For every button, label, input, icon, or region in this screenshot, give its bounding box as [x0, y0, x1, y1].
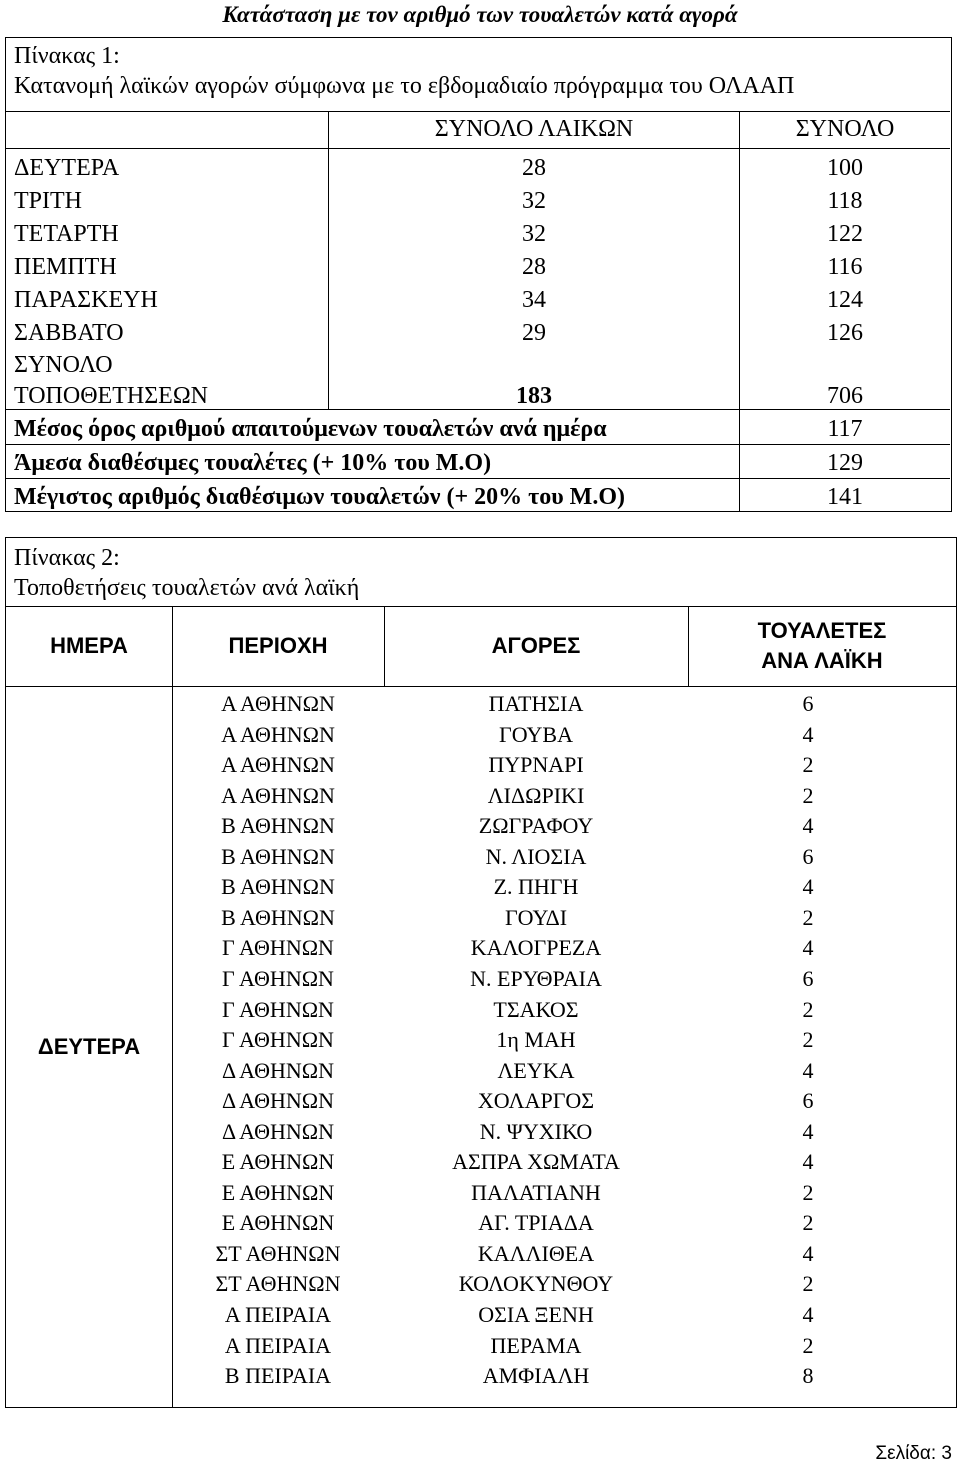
- table-row: [172, 1025, 956, 1056]
- market-cell: ΛΙΔΩΡΙΚΙ: [487, 782, 585, 808]
- table-1-day-label: ΣΑΒΒΑΤΟ: [14, 320, 124, 346]
- market-cell: Ν. ΛΙΟΣΙΑ: [485, 843, 587, 869]
- toilets-cell: 2: [802, 1179, 814, 1205]
- market-cell: Ν. ΕΡΥΘΡΑΙΑ: [470, 965, 602, 991]
- toilets-cell: 2: [802, 752, 814, 778]
- market-cell: ΑΓ. ΤΡΙΑΔΑ: [478, 1210, 594, 1236]
- document-title: Κατάσταση με τον αριθμό των τουαλετών κατά αγορά: [222, 2, 738, 27]
- table-1-day-label: ΔΕΥΤΕΡΑ: [14, 155, 120, 181]
- toilets-cell: 8: [802, 1363, 814, 1389]
- market-cell: ΖΩΓΡΑΦΟΥ: [478, 813, 594, 839]
- page-number: Σελίδα: 3: [875, 1443, 952, 1464]
- table-row: [172, 1086, 956, 1117]
- table-2-heading: Πίνακας 2:: [14, 545, 120, 571]
- toilets-cell: 2: [802, 1271, 814, 1297]
- toilets-cell: 6: [802, 965, 814, 991]
- area-cell: Α ΠΕΙΡΑΙΑ: [224, 1302, 332, 1327]
- table-1-day-label: ΤΡΙΤΗ: [14, 188, 82, 214]
- table-row: [172, 1300, 956, 1331]
- table-1-markets-value: 32: [522, 221, 546, 247]
- toilets-cell: 4: [802, 813, 814, 839]
- table-1-total-value: 116: [827, 254, 863, 280]
- area-cell: Δ ΑΘΗΝΩΝ: [221, 1088, 335, 1114]
- market-cell: ΠΑΤΗΣΙΑ: [488, 691, 584, 716]
- table-1-total-value: 100: [827, 155, 863, 181]
- table-1-summary-value: 129: [827, 450, 863, 476]
- table-row: [172, 1208, 956, 1239]
- toilets-cell: 4: [802, 1149, 814, 1175]
- toilets-cell: 2: [802, 1210, 814, 1236]
- table-2-header-markets: ΑΓΟΡΕΣ: [491, 633, 581, 658]
- area-cell: Ε ΑΘΗΝΩΝ: [221, 1179, 335, 1205]
- table-1-markets-value: 29: [522, 320, 546, 346]
- table-1-summary-label: Άμεσα διαθέσιμες τουαλέτες (+ 10% του Μ.Ο): [14, 450, 492, 476]
- market-cell: ΠΑΛΑΤΙΑΝΗ: [471, 1179, 601, 1205]
- market-cell: ΓΟΥΔΙ: [504, 904, 568, 930]
- table-row: [172, 995, 956, 1026]
- table-2-caption: Τοποθετήσεις τουαλετών ανά λαϊκή: [14, 575, 360, 601]
- area-cell: ΣΤ ΑΘΗΝΩΝ: [215, 1240, 341, 1266]
- table-1-total-label: ΣΥΝΟΛΟ: [14, 352, 113, 378]
- market-cell: ΠΕΡΑΜΑ: [490, 1332, 582, 1358]
- area-cell: Ε ΑΘΗΝΩΝ: [221, 1149, 335, 1175]
- toilets-cell: 4: [802, 1057, 814, 1083]
- table-1-total-markets: 183: [516, 383, 552, 409]
- toilets-cell: 4: [802, 1240, 814, 1266]
- table-1-day-label: ΤΕΤΑΡΤΗ: [14, 221, 119, 247]
- area-cell: Γ ΑΘΗΝΩΝ: [222, 996, 334, 1022]
- table-2-header-toilets-line: ΑΝΑ ΛΑΪΚΗ: [761, 648, 883, 673]
- table-1-markets-value: 28: [522, 254, 546, 280]
- market-cell: ΧΟΛΑΡΓΟΣ: [477, 1088, 595, 1114]
- table-1: [5, 37, 952, 512]
- market-cell: ΛΕΥΚΑ: [497, 1057, 575, 1083]
- table-1-markets-value: 32: [522, 188, 546, 214]
- toilets-cell: 2: [802, 1332, 814, 1358]
- table-2-header-area: ΠΕΡΙΟΧΗ: [228, 633, 328, 658]
- table-1-total-value: 118: [827, 188, 863, 214]
- table-row: [172, 1239, 956, 1270]
- market-cell: ΤΣΑΚΟΣ: [493, 996, 579, 1022]
- table-1-summary-value: 141: [827, 484, 863, 510]
- market-cell: ΚΑΛΛΙΘΕΑ: [477, 1240, 595, 1266]
- table-row: [172, 842, 956, 873]
- table-2-header-toilets-line: ΤΟΥΑΛΕΤΕΣ: [757, 618, 887, 643]
- market-cell: ΟΣΙΑ ΞΕΝΗ: [478, 1302, 594, 1327]
- table-1-divider: [6, 111, 950, 112]
- toilets-cell: 4: [802, 1302, 814, 1327]
- table-1-summary-value: 117: [827, 416, 863, 442]
- market-cell: ΓΟΥΒΑ: [499, 721, 573, 747]
- area-cell: Β ΑΘΗΝΩΝ: [221, 843, 335, 869]
- table-row: [172, 872, 956, 903]
- table-1-col-header: ΣΥΝΟΛΟ: [795, 116, 895, 142]
- table-1-total-value: 706: [827, 383, 863, 409]
- market-cell: ΠΥΡΝΑΡΙ: [488, 752, 584, 778]
- area-cell: ΣΤ ΑΘΗΝΩΝ: [215, 1271, 341, 1297]
- market-cell: 1η ΜΑΗ: [496, 1027, 576, 1053]
- table-1-markets-value: 28: [522, 155, 546, 181]
- table-2-header-day: ΗΜΕΡΑ: [50, 633, 128, 658]
- table-1-summary-label: Μέσος όρος αριθμού απαιτούμενων τουαλετών ανά ημέρα: [14, 416, 607, 442]
- toilets-cell: 4: [802, 935, 814, 961]
- table-1-day-label: ΠΑΡΑΣΚΕΥΗ: [14, 287, 158, 313]
- table-row: [172, 720, 956, 751]
- market-cell: Ν. ΨΥΧΙΚΟ: [479, 1118, 593, 1144]
- table-row: [172, 750, 956, 781]
- market-cell: ΚΑΛΟΓΡΕΖΑ: [470, 935, 602, 961]
- table-row: [172, 903, 956, 934]
- area-cell: Α ΑΘΗΝΩΝ: [221, 782, 335, 808]
- table-2-header-toilets: [688, 606, 956, 686]
- area-cell: Β ΑΘΗΝΩΝ: [221, 813, 335, 839]
- table-1-caption: Κατανομή λαϊκών αγορών σύμφωνα με το εβδομαδιαίο πρόγραμμα του ΟΛΑΑΠ: [14, 73, 795, 99]
- market-cell: ΑΣΠΡΑ ΧΩΜΑΤΑ: [452, 1149, 620, 1175]
- area-cell: Α ΠΕΙΡΑΙΑ: [224, 1332, 332, 1358]
- table-1-total-value: 124: [827, 287, 863, 313]
- toilets-cell: 2: [802, 996, 814, 1022]
- toilets-cell: 2: [802, 782, 814, 808]
- area-cell: Γ ΑΘΗΝΩΝ: [222, 935, 334, 961]
- area-cell: Α ΑΘΗΝΩΝ: [221, 721, 335, 747]
- table-1-summary-label: Μέγιστος αριθμός διαθέσιμων τουαλετών (+ 20% του Μ.Ο): [14, 484, 625, 510]
- table-row: [172, 1056, 956, 1087]
- table-row: [172, 1117, 956, 1148]
- area-cell: Γ ΑΘΗΝΩΝ: [222, 965, 334, 991]
- market-cell: ΑΜΦΙΑΛΗ: [482, 1363, 590, 1389]
- market-cell: Ζ. ΠΗΓΗ: [493, 874, 579, 900]
- area-cell: Γ ΑΘΗΝΩΝ: [222, 1027, 334, 1053]
- table-row: [172, 811, 956, 842]
- area-cell: Α ΑΘΗΝΩΝ: [221, 691, 335, 716]
- toilets-cell: 4: [802, 1118, 814, 1144]
- table-row: [172, 1331, 956, 1362]
- table-row: [172, 1147, 956, 1178]
- table-2: [5, 537, 957, 1408]
- toilets-cell: 2: [802, 1027, 814, 1053]
- table-row: [172, 1361, 956, 1392]
- table-1-col-header: ΣΥΝΟΛΟ ΛΑΙΚΩΝ: [434, 116, 634, 142]
- toilets-cell: 4: [802, 721, 814, 747]
- table-row: [172, 781, 956, 812]
- toilets-cell: 6: [802, 843, 814, 869]
- area-cell: Δ ΑΘΗΝΩΝ: [221, 1118, 335, 1144]
- table-1-total-label: ΤΟΠΟΘΕΤΗΣΕΩΝ: [14, 383, 209, 409]
- toilets-cell: 6: [802, 691, 814, 716]
- toilets-cell: 4: [802, 874, 814, 900]
- market-cell: ΚΟΛΟΚΥΝΘΟΥ: [458, 1271, 614, 1297]
- table-1-day-label: ΠΕΜΠΤΗ: [14, 254, 117, 280]
- table-1-total-value: 122: [827, 221, 863, 247]
- table-1-heading: Πίνακας 1:: [14, 43, 120, 69]
- area-cell: Β ΑΘΗΝΩΝ: [221, 874, 335, 900]
- table-row: [172, 933, 956, 964]
- table-1-total-value: 126: [827, 320, 863, 346]
- toilets-cell: 2: [802, 904, 814, 930]
- table-row: [172, 1269, 956, 1300]
- table-1-divider: [6, 148, 950, 149]
- area-cell: Δ ΑΘΗΝΩΝ: [221, 1057, 335, 1083]
- table-row: [172, 689, 956, 720]
- table-2-day-cell: ΔΕΥΤΕΡΑ: [37, 1033, 141, 1059]
- table-row: [172, 964, 956, 995]
- area-cell: Ε ΑΘΗΝΩΝ: [221, 1210, 335, 1236]
- area-cell: Β ΑΘΗΝΩΝ: [221, 904, 335, 930]
- area-cell: Β ΠΕΙΡΑΙΑ: [224, 1363, 332, 1389]
- table-row: [172, 1178, 956, 1209]
- area-cell: Α ΑΘΗΝΩΝ: [221, 752, 335, 778]
- table-1-markets-value: 34: [522, 287, 546, 313]
- toilets-cell: 6: [802, 1088, 814, 1114]
